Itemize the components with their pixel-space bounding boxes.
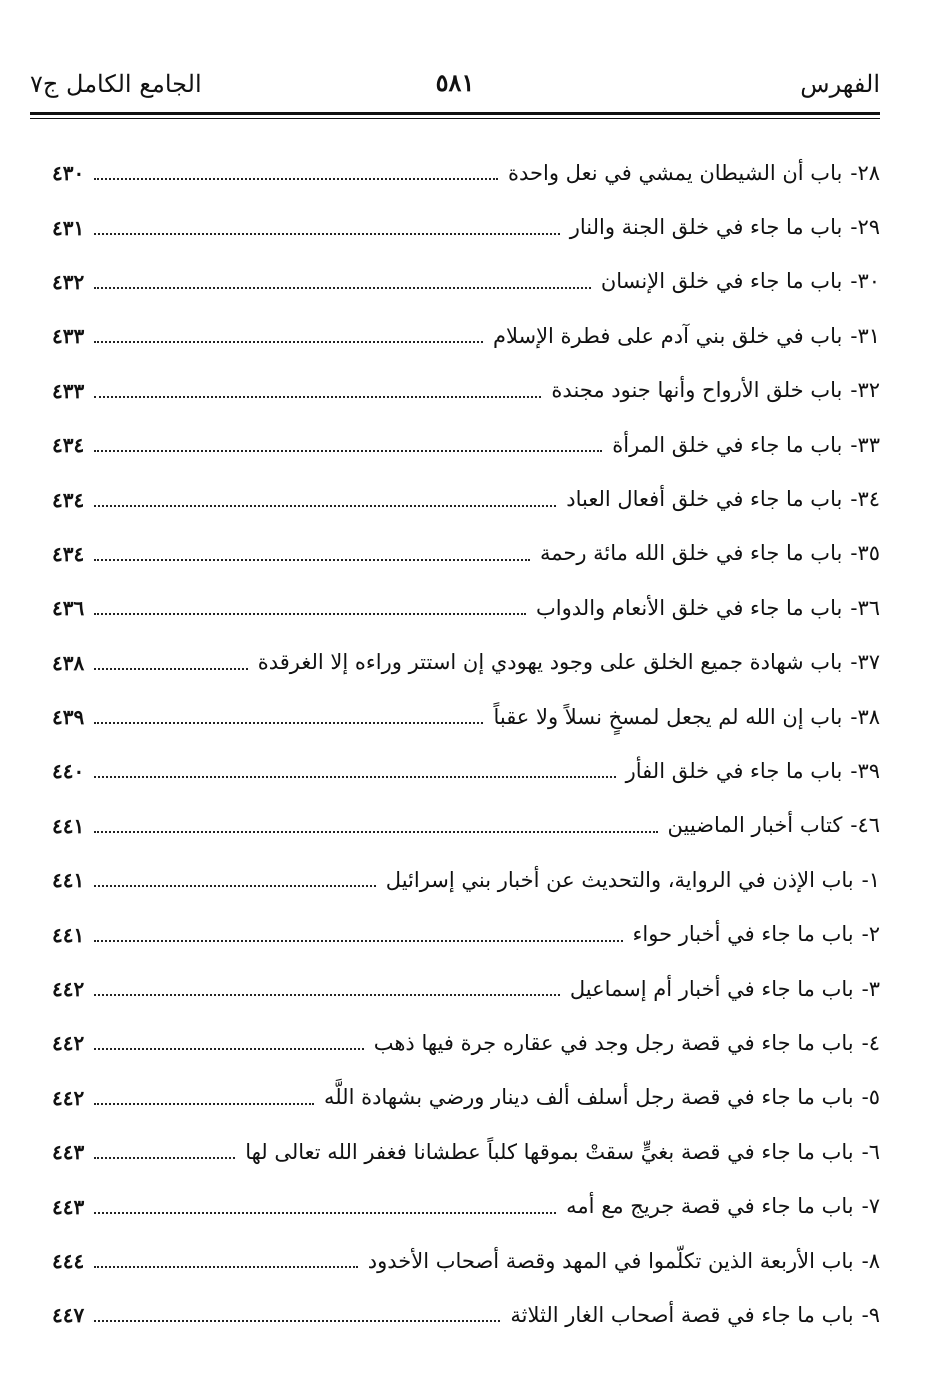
entry-number: ٣٨- xyxy=(850,704,880,729)
entry-page: ٤٣٨ xyxy=(52,650,85,675)
entry-number: ١- xyxy=(861,867,880,892)
toc-entry xyxy=(52,255,880,309)
entry-page: ٤٤٠ xyxy=(52,759,85,784)
toc-entry xyxy=(52,636,880,690)
entry-page: ٤٣٤ xyxy=(52,433,85,458)
entry-title: باب خلق الأرواح وأنها جنود مجندة xyxy=(551,378,843,403)
entry-page: ٤٣٩ xyxy=(52,705,85,730)
entry-number: ٣- xyxy=(861,976,880,1001)
header-rule-thick xyxy=(30,112,880,115)
dot-leader xyxy=(94,940,622,942)
entry-page: ٤٤٢ xyxy=(52,977,85,1002)
entry-title: باب ما جاء في خلق الفأر xyxy=(625,758,843,783)
entry-number: ٣٩- xyxy=(850,758,880,783)
entry-number: ٣٠- xyxy=(850,269,880,294)
entry-title: باب أن الشيطان يمشي في نعل واحدة xyxy=(508,160,843,185)
entry-number: ٢- xyxy=(861,922,880,947)
toc-entry xyxy=(52,309,880,363)
entry-title: باب ما جاء في قصة رجل أسلف ألف دينار ورضي بشهادة اللَّه xyxy=(323,1085,854,1110)
dot-leader xyxy=(94,613,526,615)
dot-leader xyxy=(94,505,556,507)
entry-number: ٣٥- xyxy=(850,541,880,566)
book-title: الجامع الكامل ج٧ xyxy=(30,70,202,98)
dot-leader xyxy=(94,341,483,343)
entry-number: ٣١- xyxy=(850,323,880,348)
toc-entry xyxy=(52,907,880,961)
toc-entry xyxy=(52,962,880,1016)
entry-title: كتاب أخبار الماضيين xyxy=(667,813,843,838)
toc-entry xyxy=(52,1234,880,1288)
header-rule-thin xyxy=(30,118,880,119)
toc-entry xyxy=(52,418,880,472)
entry-title: باب ما جاء في خلق أفعال العباد xyxy=(566,487,843,512)
entry-title: باب في خلق بني آدم على فطرة الإسلام xyxy=(492,323,843,348)
dot-leader xyxy=(94,1212,556,1214)
entry-number: ٣٣- xyxy=(850,432,880,457)
entry-number: ٣٧- xyxy=(850,650,880,675)
toc-entry-book xyxy=(52,799,880,853)
toc-entry xyxy=(52,200,880,254)
entry-page: ٤٤١ xyxy=(52,922,85,947)
entry-page: ٤٣٣ xyxy=(52,324,85,349)
entry-title: باب ما جاء في أخبار حواء xyxy=(632,922,854,947)
entry-title: باب ما جاء في قصة بغيٍّ سقتْ بموقها كلباً عطشانا فغفر الله تعالى لها xyxy=(245,1139,854,1164)
toc-entry xyxy=(52,853,880,907)
dot-leader xyxy=(94,776,615,778)
dot-leader xyxy=(94,994,560,996)
entry-number: ٢٨- xyxy=(850,160,880,185)
dot-leader xyxy=(94,450,602,452)
dot-leader xyxy=(94,396,541,398)
entry-number: ٣٤- xyxy=(850,487,880,512)
entry-title: باب ما جاء في قصة رجل وجد في عقاره جرة فيها ذهب xyxy=(373,1030,854,1055)
entry-page: ٤٣٠ xyxy=(52,161,85,186)
dot-leader xyxy=(94,831,657,833)
dot-leader xyxy=(94,1157,235,1159)
entry-page: ٤٤٢ xyxy=(52,1031,85,1056)
entry-number: ٩- xyxy=(861,1302,880,1327)
entry-number: ٢٩- xyxy=(850,215,880,240)
dot-leader xyxy=(94,668,247,670)
toc-entry xyxy=(52,472,880,526)
entry-title: باب الأربعة الذين تكلّموا في المهد وقصة أصحاب الأخدود xyxy=(367,1248,854,1273)
toc-entry xyxy=(52,1288,880,1342)
table-of-contents xyxy=(52,146,880,1343)
toc-entry xyxy=(52,581,880,635)
toc-entry xyxy=(52,527,880,581)
entry-page: ٤٤١ xyxy=(52,868,85,893)
entry-page: ٤٣٤ xyxy=(52,541,85,566)
entry-number: ٥- xyxy=(861,1085,880,1110)
toc-entry xyxy=(52,146,880,200)
entry-number: ٤- xyxy=(861,1030,880,1055)
page-header xyxy=(30,64,880,108)
entry-number: ٤٦- xyxy=(850,813,880,838)
entry-title: باب الإذن في الرواية، والتحديث عن أخبار بني إسرائيل xyxy=(385,867,854,892)
entry-title: باب شهادة جميع الخلق على وجود يهودي إن استتر وراءه إلا الغرقدة xyxy=(257,650,843,675)
page-number: ٥٨١ xyxy=(435,68,475,97)
toc-entry xyxy=(52,364,880,418)
entry-title: باب ما جاء في خلق الجنة والنار xyxy=(569,215,843,240)
entry-title: باب ما جاء في خلق الله مائة رحمة xyxy=(539,541,843,566)
entry-title: باب ما جاء في قصة أصحاب الغار الثلاثة xyxy=(510,1302,854,1327)
entry-title: باب ما جاء في خلق المرأة xyxy=(612,432,843,457)
dot-leader xyxy=(94,1103,314,1105)
entry-number: ٣٦- xyxy=(850,595,880,620)
toc-entry xyxy=(52,1179,880,1233)
dot-leader xyxy=(94,1048,364,1050)
dot-leader xyxy=(94,287,591,289)
dot-leader xyxy=(94,1266,358,1268)
entry-page: ٤٤٧ xyxy=(52,1303,85,1328)
entry-number: ٣٢- xyxy=(850,378,880,403)
entry-page: ٤٤١ xyxy=(52,813,85,838)
dot-leader xyxy=(94,722,483,724)
entry-title: باب ما جاء في قصة جريج مع أمه xyxy=(566,1194,854,1219)
dot-leader xyxy=(94,233,560,235)
entry-page: ٤٣٦ xyxy=(52,596,85,621)
section-title: الفهرس xyxy=(800,70,880,98)
toc-entry xyxy=(52,690,880,744)
toc-entry xyxy=(52,744,880,798)
entry-title: باب ما جاء في خلق الإنسان xyxy=(600,269,843,294)
entry-page: ٤٣١ xyxy=(52,215,85,240)
entry-page: ٤٤٣ xyxy=(52,1140,85,1165)
toc-entry xyxy=(52,1125,880,1179)
entry-page: ٤٣٣ xyxy=(52,378,85,403)
entry-page: ٤٣٤ xyxy=(52,487,85,512)
entry-number: ٦- xyxy=(861,1139,880,1164)
dot-leader xyxy=(94,885,376,887)
entry-title: باب ما جاء في أخبار أم إسماعيل xyxy=(569,976,854,1001)
entry-page: ٤٤٣ xyxy=(52,1194,85,1219)
dot-leader xyxy=(94,1320,500,1322)
entry-title: باب ما جاء في خلق الأنعام والدواب xyxy=(536,595,843,620)
toc-entry xyxy=(52,1016,880,1070)
toc-entry xyxy=(52,1071,880,1125)
entry-number: ٨- xyxy=(861,1248,880,1273)
dot-leader xyxy=(94,559,530,561)
entry-page: ٤٣٢ xyxy=(52,269,85,294)
entry-number: ٧- xyxy=(861,1194,880,1219)
entry-page: ٤٤٤ xyxy=(52,1249,85,1273)
entry-title: باب إن الله لم يجعل لمسخٍ نسلاً ولا عقباً xyxy=(493,704,843,729)
entry-page: ٤٤٢ xyxy=(52,1085,85,1110)
dot-leader xyxy=(94,178,498,180)
